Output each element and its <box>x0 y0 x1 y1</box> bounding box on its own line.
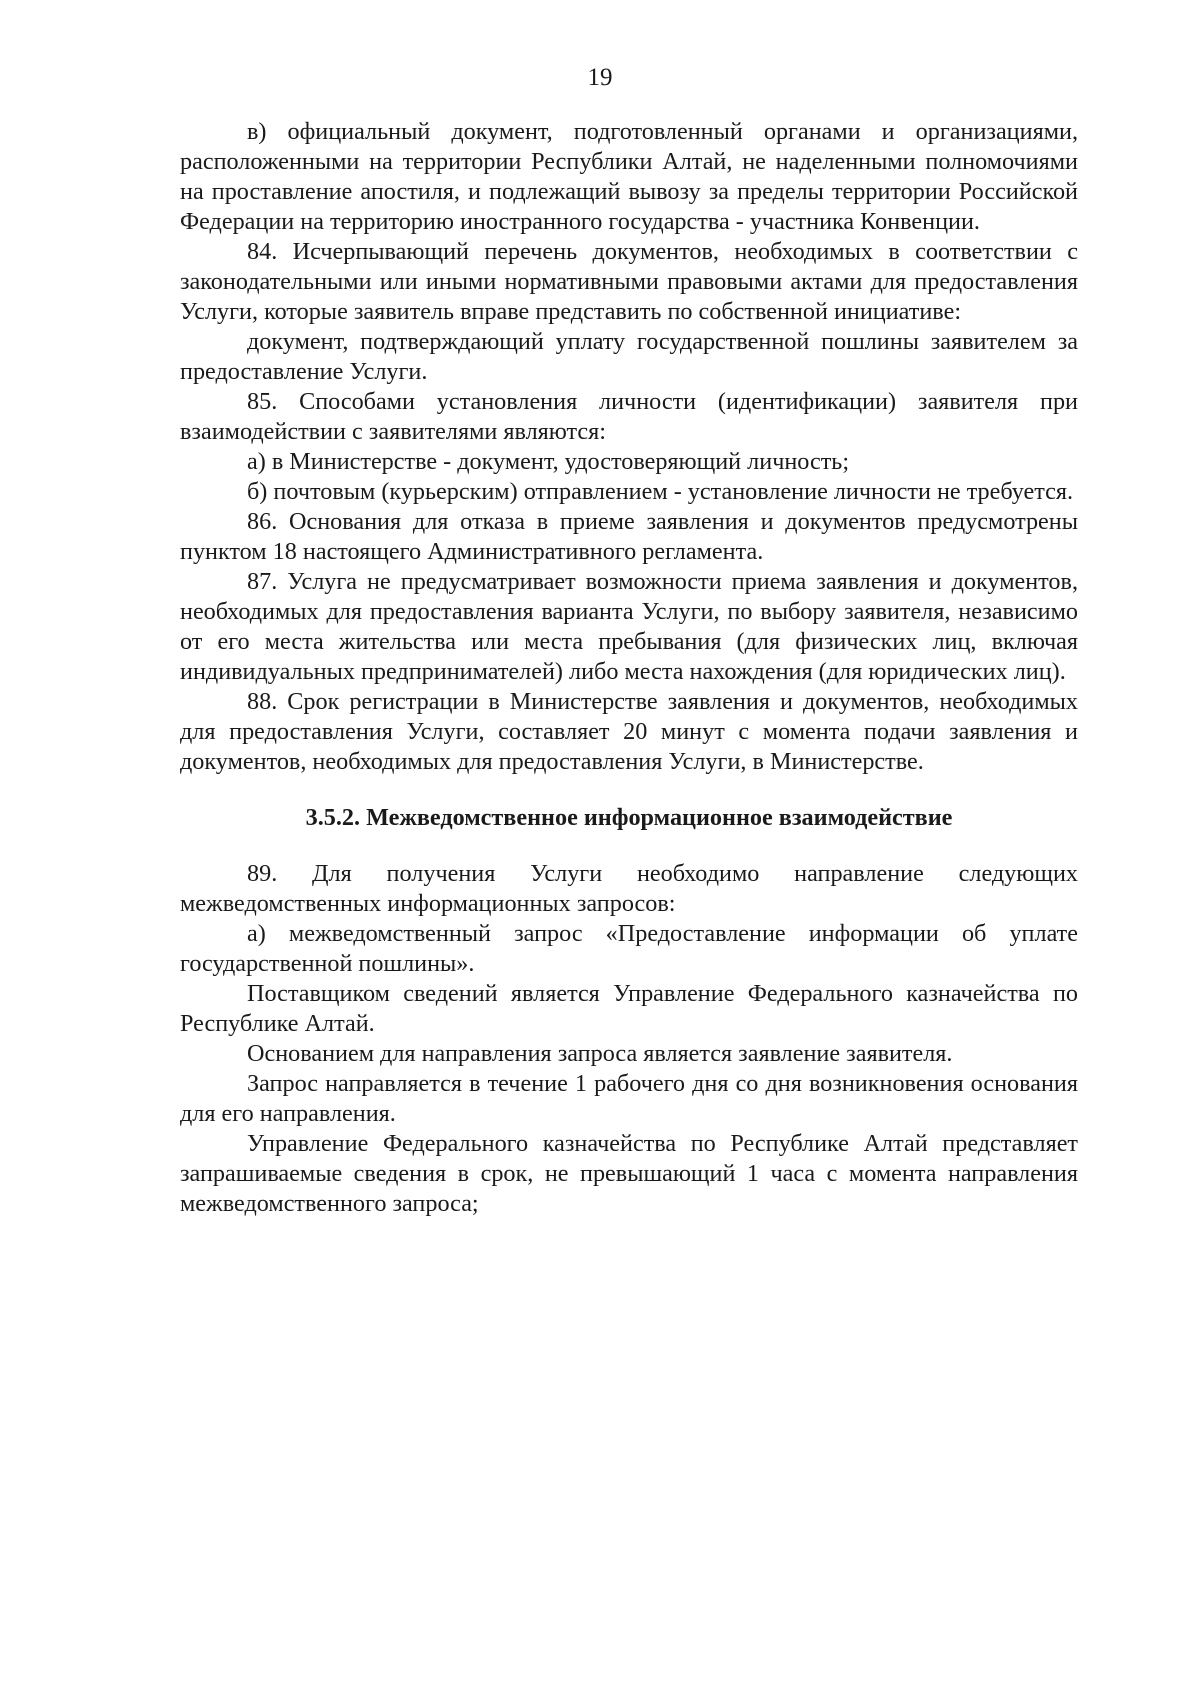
paragraph-89: 89. Для получения Услуги необходимо направление следующих межведомственных информационных запросов: <box>180 860 1078 917</box>
document-body <box>180 117 1078 1219</box>
section-heading: 3.5.2. Межведомственное информационное взаимодействие <box>305 804 953 831</box>
paragraph-basis: Основанием для направления запроса является заявление заявителя. <box>247 1040 953 1067</box>
paragraph-85: 85. Способами установления личности (идентификации) заявителя при взаимодействии с заявителями являются: <box>180 388 1078 445</box>
paragraph-85-item-a: а) в Министерстве - документ, удостоверяющий личность; <box>247 448 850 475</box>
paragraph-85-item-b: б) почтовым (курьерским) отправлением - установление личности не требуется. <box>247 478 1074 505</box>
paragraph-item-v-official-document: в) официальный документ, подготовленный органами и организациями, расположенными на территории Республики Алтай, не наделенными полномочиями на проставление апостиля, и подлежащий вывозу за пределы территории Российской Федерации на территорию иностранного государства - участника Конвенции. <box>180 118 1078 235</box>
paragraph-86: 86. Основания для отказа в приеме заявления и документов предусмотрены пунктом 18 настоящего Административного регламента. <box>180 508 1078 565</box>
paragraph-89-item-a: а) межведомственный запрос «Предоставление информации об уплате государственной пошлины». <box>180 920 1078 977</box>
paragraph-84: 84. Исчерпывающий перечень документов, необходимых в соответствии с законодательными или иными нормативными правовыми актами для предоставления Услуги, которые заявитель вправе представить по собственной инициативе: <box>180 238 1078 325</box>
paragraph-response-timing: Управление Федерального казначейства по Республике Алтай представляет запрашиваемые сведения в срок, не превышающий 1 часа с момента направления межведомственного запроса; <box>180 1130 1078 1217</box>
paragraph-87: 87. Услуга не предусматривает возможности приема заявления и документов, необходимых для предоставления варианта Услуги, по выбору заявителя, независимо от его места жительства или места пребывания (для физических лиц, включая индивидуальных предпринимателей) либо места нахождения (для юридических лиц). <box>180 568 1078 685</box>
paragraph-88: 88. Срок регистрации в Министерстве заявления и документов, необходимых для предоставления Услуги, составляет 20 минут с момента подачи заявления и документов, необходимых для предоставления Услуги, в Министерстве. <box>180 688 1078 775</box>
paragraph-request-timing: Запрос направляется в течение 1 рабочего дня со дня возникновения основания для его направления. <box>180 1070 1078 1127</box>
page-number: 19 <box>587 64 613 91</box>
paragraph-84-document: документ, подтверждающий уплату государственной пошлины заявителем за предоставление Услуги. <box>180 328 1078 385</box>
paragraph-provider: Поставщиком сведений является Управление Федерального казначейства по Республике Алтай. <box>180 980 1078 1037</box>
